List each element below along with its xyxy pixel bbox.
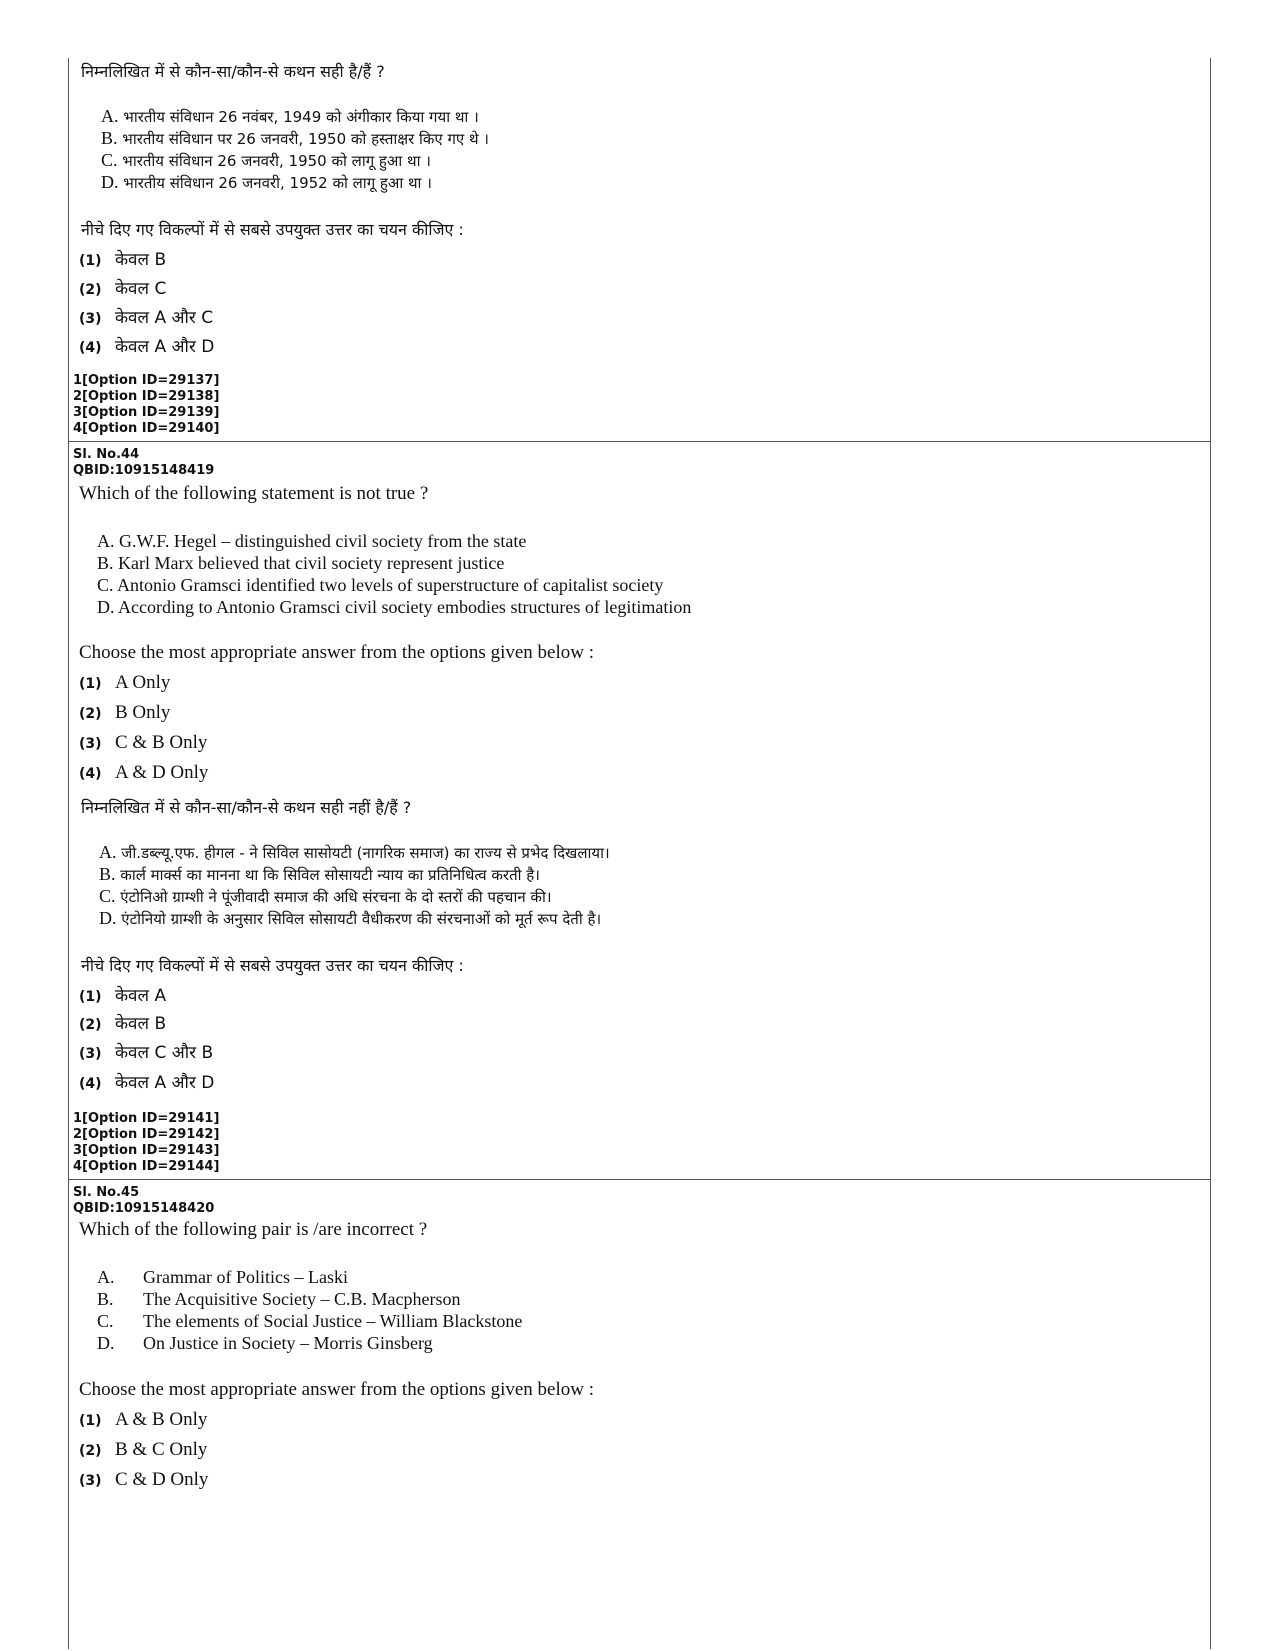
- hindi-question-text: निम्नलिखित में से कौन-सा/कौन-से कथन सही नहीं है/हैं ?: [81, 798, 412, 817]
- section-divider: [69, 441, 1210, 442]
- statement-b: B. Karl Marx believed that civil society represent justice: [97, 553, 505, 573]
- option-1[interactable]: (1) केवल B: [79, 250, 167, 270]
- statement-c: C. Antonio Gramsci identified two levels of superstructure of capitalist society: [97, 575, 664, 595]
- hindi-statement-d: D. एंटोनियो ग्राम्शी के अनुसार सिविल सोसायटी वैधीकरण की संरचनाओं को मूर्त रूप देती है।: [99, 908, 602, 928]
- option-3[interactable]: (3) C & B Only: [79, 732, 208, 753]
- option-id-3: 3[Option ID=29139]: [73, 405, 220, 420]
- option-2[interactable]: (2) B Only: [79, 702, 171, 723]
- instruction-text: Choose the most appropriate answer from the options given below :: [79, 642, 595, 663]
- option-1[interactable]: (1) A Only: [79, 672, 171, 693]
- hindi-instruction-text: नीचे दिए गए विकल्पों में से सबसे उपयुक्त उत्तर का चयन कीजिए :: [81, 956, 464, 975]
- question-text: Which of the following statement is not true ?: [79, 483, 429, 504]
- qbid: QBID:10915148420: [73, 1201, 215, 1216]
- option-id-2: 2[Option ID=29142]: [73, 1127, 220, 1142]
- option-2[interactable]: (2) B & C Only: [79, 1439, 208, 1460]
- hindi-statement-c: C. एंटोनिओ ग्राम्शी ने पूंजीवादी समाज की अधि संरचना के दो स्तरों की पहचान की।: [99, 886, 552, 906]
- option-2[interactable]: (2) केवल C: [79, 279, 167, 299]
- statement-d: D. On Justice in Society – Morris Ginsberg: [97, 1333, 433, 1353]
- option-id-1: 1[Option ID=29137]: [73, 373, 220, 388]
- hindi-option-2[interactable]: (2) केवल B: [79, 1014, 167, 1034]
- instruction-text: नीचे दिए गए विकल्पों में से सबसे उपयुक्त उत्तर का चयन कीजिए :: [81, 220, 464, 239]
- serial-number: Sl. No.45: [73, 1185, 140, 1200]
- statement-b: B. The Acquisitive Society – C.B. Macpherson: [97, 1289, 461, 1309]
- statement-b: B. भारतीय संविधान पर 26 जनवरी, 1950 को हस्ताक्षर किए गए थे ।: [101, 128, 489, 148]
- hindi-statement-a: A. जी.डब्ल्यू.एफ. हीगल - ने सिविल सासोयटी (नागरिक समाज) का राज्य से प्रभेद दिखलाया।: [99, 842, 610, 862]
- hindi-statement-b: B. कार्ल मार्क्स का मानना था कि सिविल सोसायटी न्याय का प्रतिनिधित्व करती है।: [99, 864, 540, 884]
- serial-number: Sl. No.44: [73, 447, 140, 462]
- option-id-2: 2[Option ID=29138]: [73, 389, 220, 404]
- question-text: निम्नलिखित में से कौन-सा/कौन-से कथन सही है/हैं ?: [81, 62, 385, 81]
- hindi-option-1[interactable]: (1) केवल A: [79, 986, 167, 1006]
- hindi-option-4[interactable]: (4) केवल A और D: [79, 1073, 215, 1093]
- option-1[interactable]: (1) A & B Only: [79, 1409, 208, 1430]
- question-text: Which of the following pair is /are incorrect ?: [79, 1219, 428, 1240]
- option-4[interactable]: (4) A & D Only: [79, 762, 209, 783]
- option-3[interactable]: (3) C & D Only: [79, 1469, 209, 1490]
- option-id-3: 3[Option ID=29143]: [73, 1143, 220, 1158]
- exam-page: [68, 58, 1211, 1649]
- statement-a: A. भारतीय संविधान 26 नवंबर, 1949 को अंगीकार किया गया था ।: [101, 106, 479, 126]
- statement-a: A. G.W.F. Hegel – distinguished civil society from the state: [97, 531, 527, 551]
- section-divider: [69, 1179, 1210, 1180]
- statement-d: D. According to Antonio Gramsci civil society embodies structures of legitimation: [97, 597, 692, 617]
- hindi-option-3[interactable]: (3) केवल C और B: [79, 1043, 214, 1063]
- statement-c: C. The elements of Social Justice – William Blackstone: [97, 1311, 523, 1331]
- option-id-4: 4[Option ID=29144]: [73, 1159, 220, 1174]
- option-4[interactable]: (4) केवल A और D: [79, 337, 215, 357]
- qbid: QBID:10915148419: [73, 463, 215, 478]
- option-id-4: 4[Option ID=29140]: [73, 421, 220, 436]
- statement-d: D. भारतीय संविधान 26 जनवरी, 1952 को लागू हुआ था ।: [101, 172, 432, 192]
- instruction-text: Choose the most appropriate answer from the options given below :: [79, 1379, 595, 1400]
- option-id-1: 1[Option ID=29141]: [73, 1111, 220, 1126]
- statement-c: C. भारतीय संविधान 26 जनवरी, 1950 को लागू हुआ था ।: [101, 150, 431, 170]
- option-3[interactable]: (3) केवल A और C: [79, 308, 214, 328]
- statement-a: A. Grammar of Politics – Laski: [97, 1267, 348, 1287]
